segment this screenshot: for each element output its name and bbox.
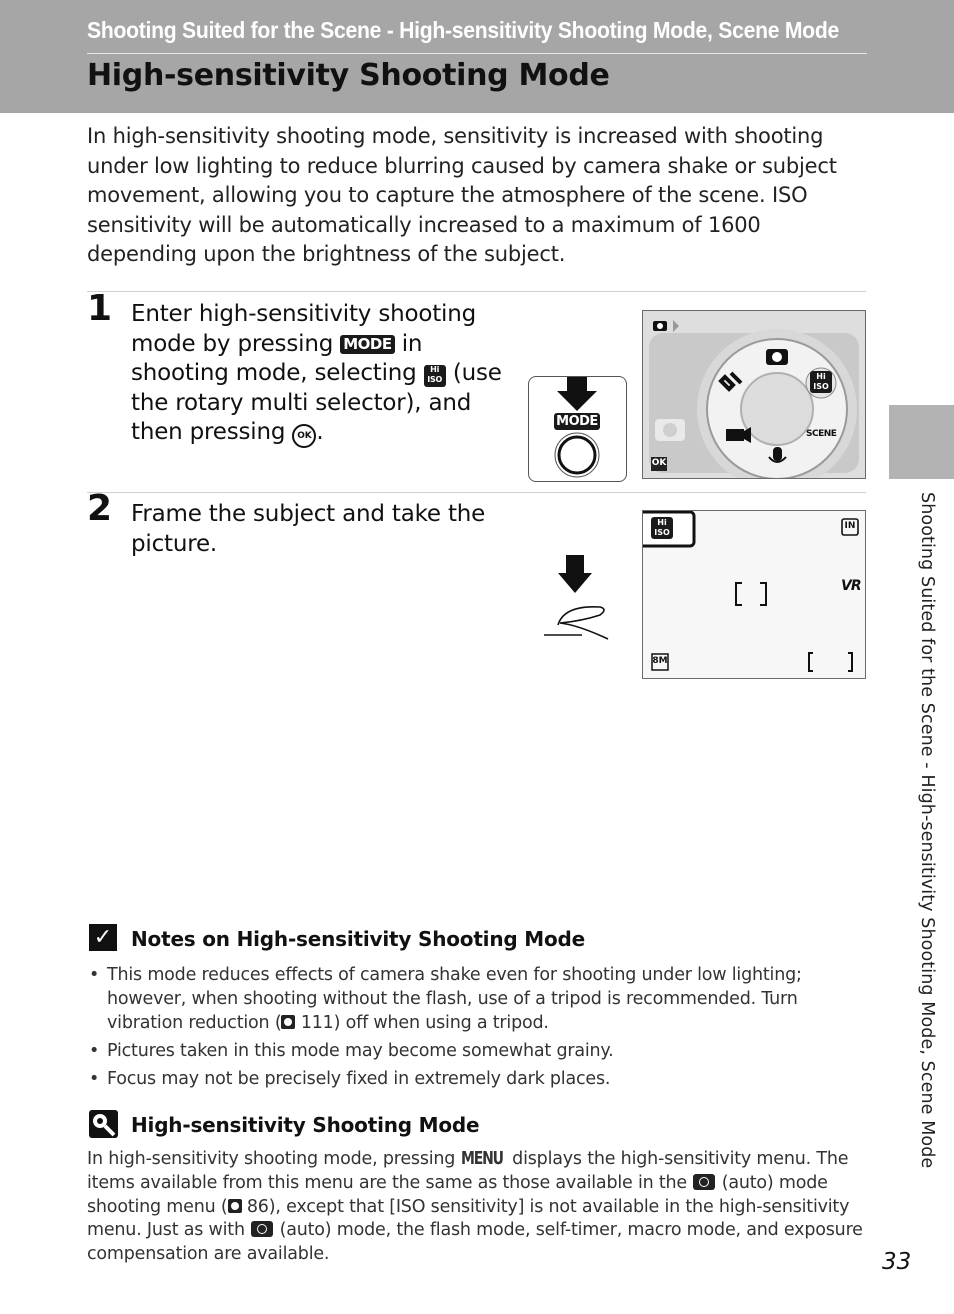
shooting-screen	[642, 510, 866, 679]
vibration-reduction-icon: VR	[841, 578, 861, 594]
hi-iso-top: Hi	[657, 518, 667, 527]
tip-paragraph: In high-sensitivity shooting mode, pressing MENU displays the high-sensitivity menu. The items available from this menu are the same as those available in the (auto) mode shooting menu ( 86), except that [ISO sensitivity] is not available in the high-sensitivity menu. Just as with (auto) mode, the flash mode, self-timer, macro mode, and exposure compensation are available.	[87, 1149, 863, 1265]
auto-mode-camera-icon	[251, 1221, 273, 1237]
scene-mode-label: SCENE	[806, 429, 837, 439]
shutter-press-icon	[538, 553, 618, 648]
page-reference-icon	[228, 1199, 242, 1213]
mode-button-illustration	[528, 376, 627, 482]
checkmark-icon: ✓	[89, 924, 117, 951]
ok-label: OK	[651, 458, 667, 468]
notes-list	[87, 963, 865, 1095]
hi-iso-top: Hi	[816, 372, 826, 381]
hi-iso-bottom: ISO	[654, 528, 670, 537]
page-reference-icon	[281, 1015, 295, 1029]
list-item: • This mode reduces effects of camera shake even for shooting under low lighting; however, when shooting without the flash, use of a tripod is recommended. Turn vibration reduction ( 111) off when using a tripod.	[87, 963, 865, 1035]
side-tab-label: Shooting Suited for the Scene - High-sensitivity Shooting Mode, Scene Mode	[917, 492, 937, 1169]
notes-heading: Notes on High-sensitivity Shooting Mode	[131, 927, 585, 951]
mode-button-icon: MODE	[340, 335, 394, 354]
header-divider	[87, 53, 867, 54]
step-number: 2	[87, 488, 113, 529]
internal-memory-icon: IN	[844, 521, 856, 531]
ok-button-icon: OK	[292, 424, 316, 448]
mode-button-label: MODE	[556, 414, 598, 429]
high-sensitivity-mode-icon: Hi ISO	[424, 365, 446, 387]
shooting-screen-graphic	[643, 511, 865, 678]
magnifier-tip-icon	[89, 1110, 118, 1138]
image-mode-icon: 8M	[652, 656, 668, 666]
mode-menu-screen	[642, 310, 866, 479]
tip-heading: High-sensitivity Shooting Mode	[131, 1113, 480, 1137]
page-number: 33	[882, 1249, 912, 1275]
page-title: High-sensitivity Shooting Mode	[87, 58, 610, 93]
section-title: Shooting Suited for the Scene - High-sensitivity Shooting Mode, Scene Mode	[87, 17, 839, 43]
intro-paragraph: In high-sensitivity shooting mode, sensitivity is increased with shooting under low lighting to reduce blurring caused by camera shake or subject movement, allowing you to capture the atmosphere of the scene. ISO sensitivity will be automatically increased to a maximum of 1600 depending upon the brightness of the subject.	[87, 124, 837, 266]
header-band	[0, 0, 954, 113]
hi-iso-bottom: ISO	[813, 382, 829, 391]
auto-mode-camera-icon	[693, 1174, 715, 1190]
divider	[87, 492, 866, 493]
mode-dial-graphic	[643, 311, 865, 478]
list-item: • Pictures taken in this mode may become somewhat grainy.	[87, 1039, 865, 1063]
step-number: 1	[87, 288, 113, 329]
menu-button-icon: MENU	[460, 1149, 503, 1169]
chapter-tab	[889, 405, 954, 479]
list-item: • Focus may not be precisely fixed in extremely dark places.	[87, 1067, 865, 1091]
divider	[87, 291, 866, 292]
step-1-text: Enter high-sensitivity shooting mode by pressing MODE in shooting mode, selecting Hi ISO (use the rotary multi selector), and then pressing OK .	[131, 300, 511, 448]
step-2-text: Frame the subject and take the picture.	[131, 501, 486, 557]
